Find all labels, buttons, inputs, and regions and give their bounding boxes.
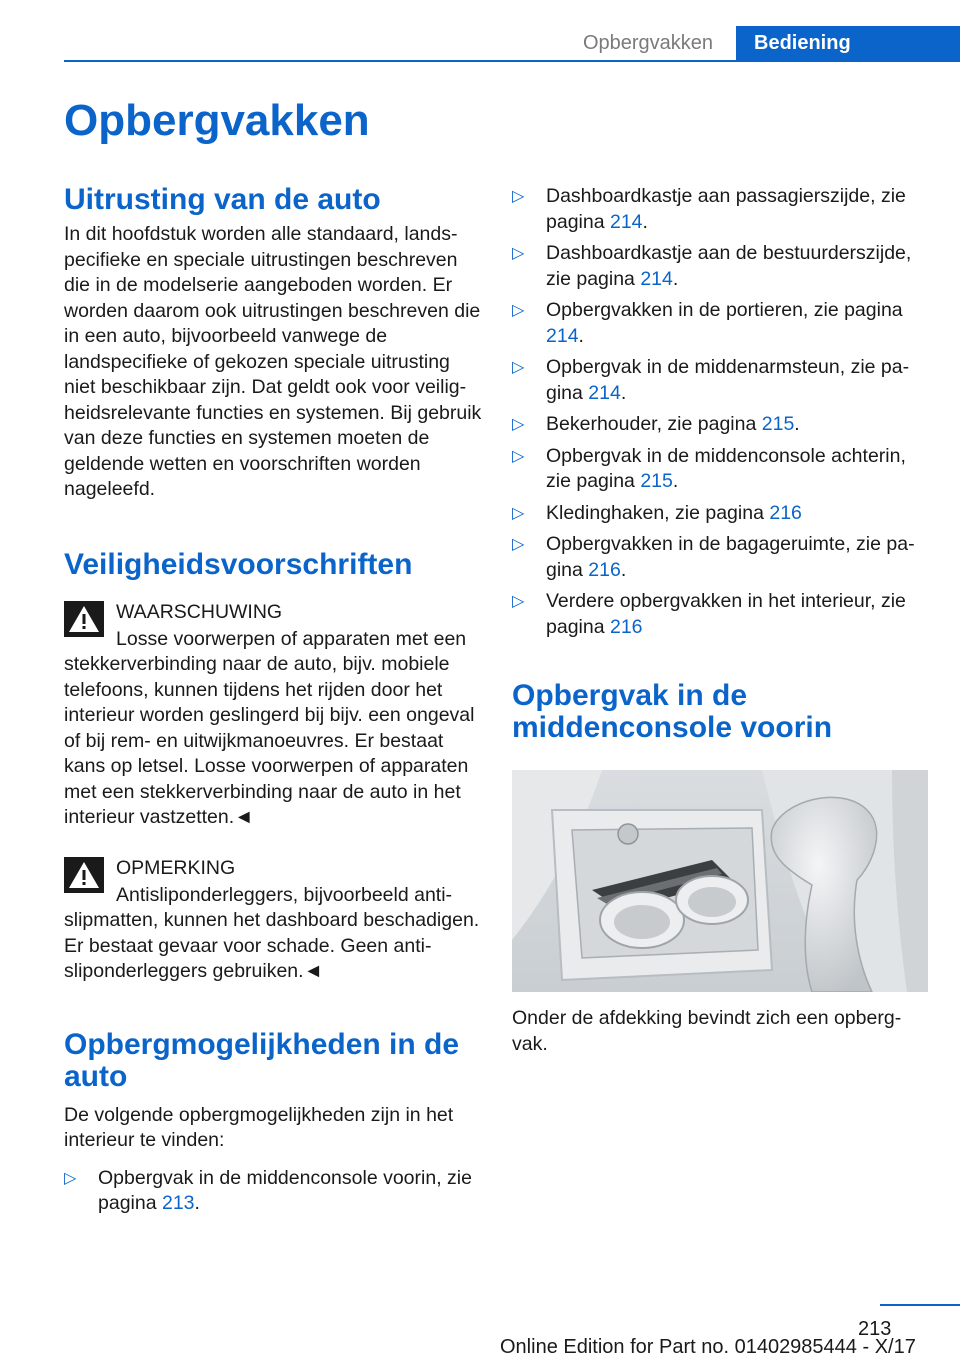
section-heading-equipment: Uitrusting van de auto bbox=[64, 183, 381, 216]
section-heading-storage-options: Opbergmogelijkheden in de auto bbox=[64, 1027, 460, 1093]
note-text: Antisliponderleggers, bijvoorbeeld antislipmatten, kunnen het dashboard beschadigen. Er bestaat gevaar voor schade. Geen antisliponderleggers gebruiken.◄ bbox=[64, 883, 480, 982]
list-item: ▷ Opbergvak in de middenconsole voorin, zie pagina 213. bbox=[64, 1166, 472, 1214]
page-link[interactable]: 214 bbox=[609, 210, 643, 233]
section-heading-front-console: Opbergvak in de middenconsole voorin bbox=[512, 679, 833, 744]
list-item: ▷ Dashboardkastje aan de bestuurderszijde, zie pagina 214. bbox=[512, 242, 912, 290]
header-section-label: Opbergvakken bbox=[582, 32, 714, 54]
page-link[interactable]: 216 bbox=[609, 615, 643, 638]
page-link[interactable]: 216 bbox=[769, 501, 802, 524]
page-link[interactable]: 215 bbox=[640, 470, 673, 492]
list-item: ▷ Opbergvakken in de portieren, zie pagina 214. bbox=[512, 299, 903, 347]
page-link[interactable]: 215 bbox=[761, 413, 795, 435]
storage-list-right bbox=[512, 184, 930, 640]
right-column bbox=[512, 184, 930, 1057]
footer-rule bbox=[880, 1304, 960, 1306]
list-item: ▷ Bekerhouder, zie pagina 215. bbox=[512, 412, 930, 438]
triangle-bullet-icon: ▷ bbox=[512, 302, 525, 319]
page-title: Opbergvakken bbox=[64, 96, 370, 145]
page-number: 213 bbox=[858, 1318, 892, 1340]
triangle-bullet-icon: ▷ bbox=[512, 536, 525, 553]
page-link[interactable]: 214 bbox=[640, 267, 673, 290]
note-label: OPMERKING bbox=[116, 856, 236, 879]
page-link[interactable]: 216 bbox=[588, 558, 621, 581]
triangle-bullet-icon: ▷ bbox=[512, 504, 525, 522]
edition-footer: Online Edition for Part no. 01402985444 - X/17 bbox=[500, 1336, 916, 1358]
page-link[interactable]: 213 bbox=[161, 1192, 195, 1214]
triangle-bullet-icon: ▷ bbox=[512, 245, 525, 262]
left-column bbox=[64, 184, 482, 1223]
storage-list-left bbox=[64, 1166, 482, 1217]
section-heading-safety: Veiligheidsvoorschriften bbox=[64, 547, 413, 581]
page-header bbox=[0, 26, 960, 62]
warning-text: Losse voorwerpen of apparaten met een stekkerverbinding naar de auto, bijv. mobiele telefoons, kunnen tijdens het rijden door het interieur worden geslingerd bij bijv. een ongeval of bij rem- en uitwijkmanoeuvres. Er bestaat kans op letsel. Losse voorwerpen of apparaten met een stekkerverbinding naar de auto in het interieur vastzetten.◄ bbox=[64, 627, 475, 828]
page-link[interactable]: 214 bbox=[588, 381, 621, 404]
list-item: ▷ Dashboardkastje aan passagierszijde, zie pagina 214. bbox=[512, 185, 906, 233]
triangle-bullet-icon: ▷ bbox=[512, 359, 525, 376]
warning-icon bbox=[64, 601, 104, 637]
header-chapter-tab: Bediening bbox=[736, 26, 960, 60]
triangle-bullet-icon: ▷ bbox=[512, 188, 525, 205]
triangle-bullet-icon: ▷ bbox=[512, 447, 525, 465]
triangle-bullet-icon: ▷ bbox=[512, 593, 525, 610]
equipment-paragraph: In dit hoofdstuk worden alle standaard, landspecifieke en speciale uitrustingen beschreven die in de modelserie aangeboden worden. Er worden daarom ook uitrustingen beschreven die in een auto, bijvoorbeeld vanwege de landspecifieke of gekozen speciale uitrusting niet beschikbaar zijn. Dat geldt ook voor veiligheidsrelevante functies en systemen. Bij gebruik van deze functies en systemen moeten de geldende wetten en voorschriften worden nageleefd. bbox=[64, 223, 482, 500]
warning-block bbox=[64, 599, 482, 831]
note-block bbox=[64, 855, 482, 985]
list-item: ▷ Opbergvak in de middenconsole achterin, zie pagina 215. bbox=[512, 444, 906, 492]
page-link[interactable]: 214 bbox=[546, 324, 579, 347]
triangle-bullet-icon: ▷ bbox=[64, 1169, 77, 1187]
list-item: ▷ Opbergvak in de middenarmsteun, zie pagina 214. bbox=[512, 356, 910, 404]
warning-label: WAARSCHUWING bbox=[116, 600, 283, 623]
list-item: ▷ Kledinghaken, zie pagina 216 bbox=[512, 501, 930, 527]
list-item: ▷ Opbergvakken in de bagageruimte, zie pagina 216. bbox=[512, 533, 915, 581]
triangle-bullet-icon: ▷ bbox=[512, 416, 525, 433]
header-rule bbox=[64, 60, 960, 62]
caution-icon bbox=[64, 857, 104, 893]
list-item: ▷ Verdere opbergvakken in het interieur, zie pagina 216 bbox=[512, 590, 906, 638]
console-storage-image bbox=[512, 770, 928, 992]
image-caption: Onder de afdekking bevindt zich een opbergvak. bbox=[512, 1007, 902, 1055]
storage-intro: De volgende opbergmogelijkheden zijn in het interieur te vinden: bbox=[64, 1103, 454, 1151]
